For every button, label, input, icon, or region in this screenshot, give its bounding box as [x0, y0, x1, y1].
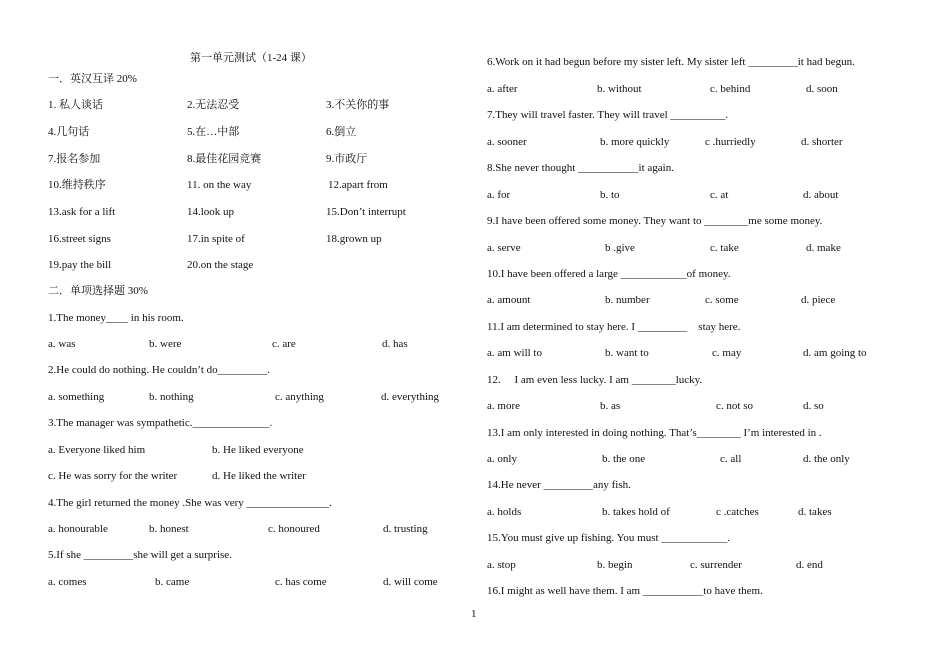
vocab-item: 17.in spite of [187, 233, 245, 245]
option-c: c. take [710, 242, 739, 254]
option-b: b. to [600, 189, 620, 201]
section1-heading: 一．英汉互译 20% [48, 73, 137, 85]
question-text: 11.I am determined to stay here. I _________ stay here. [487, 321, 741, 333]
question-text: 13.I am only interested in doing nothing. That’s________ I’m interested in . [487, 427, 822, 439]
vocab-item: 11. on the way [187, 179, 252, 191]
option-a: a. honourable [48, 523, 108, 535]
option-b: b. number [605, 294, 650, 306]
question-text: 2.He could do nothing. He couldn’t do_________. [48, 364, 270, 376]
vocab-item: 14.look up [187, 206, 235, 218]
option-a: a. am will to [487, 347, 542, 359]
option-d: d. has [382, 338, 408, 350]
page-number: 1 [471, 608, 477, 620]
option-a: a. more [487, 400, 520, 412]
option-c: c .hurriedly [705, 136, 756, 148]
option-d: d. end [796, 559, 823, 571]
option-a: a. only [487, 453, 517, 465]
question-text: 5.If she _________she will get a surprise. [48, 549, 232, 561]
option-a: a. comes [48, 576, 87, 588]
question-text: 4.The girl returned the money .She was very _______________. [48, 497, 332, 509]
option-b: b. begin [597, 559, 633, 571]
option-b: b. were [149, 338, 182, 350]
option-b: b. as [600, 400, 621, 412]
option-b: b. came [155, 576, 190, 588]
option-d: d. soon [806, 83, 838, 95]
vocab-item: 7.报名参加 [48, 153, 101, 165]
option-a: a. amount [487, 294, 531, 306]
question-text: 6.Work on it had begun before my sister left. My sister left _________it had begun. [487, 56, 855, 68]
option-a: a. for [487, 189, 511, 201]
vocab-item: 12.apart from [328, 179, 388, 191]
option-c: c. honoured [268, 523, 320, 535]
vocab-item: 10.维持秩序 [48, 179, 106, 191]
option-d: d. about [803, 189, 839, 201]
option-d: d. trusting [383, 523, 428, 535]
vocab-item: 4.几句话 [48, 126, 90, 138]
vocab-item: 1. 私人谈话 [48, 99, 103, 111]
option-b: b. more quickly [600, 136, 670, 148]
question-text: 1.The money____ in his room. [48, 312, 184, 324]
section2-heading: 二．单项选择题 30% [48, 285, 148, 297]
option-b: b. nothing [149, 391, 194, 403]
vocab-item: 8.最佳花园竞赛 [187, 153, 262, 165]
option-c: c. has come [275, 576, 327, 588]
option-a: a. after [487, 83, 518, 95]
option-b: b. takes hold of [602, 506, 670, 518]
option-c: c .catches [716, 506, 759, 518]
option-b: b. He liked everyone [212, 444, 304, 456]
option-b: b. honest [149, 523, 189, 535]
vocab-item: 15.Don’t interrupt [326, 206, 406, 218]
vocab-item: 9.市政厅 [326, 153, 368, 165]
option-d: d. shorter [801, 136, 843, 148]
option-c: c. some [705, 294, 739, 306]
option-b: b. the one [602, 453, 646, 465]
option-c: c. surrender [690, 559, 742, 571]
option-c: c. may [712, 347, 742, 359]
question-text: 10.I have been offered a large ____________of money. [487, 268, 731, 280]
option-c: c. anything [275, 391, 324, 403]
question-text: 14.He never _________any fish. [487, 479, 631, 491]
page-title: 第一单元测试（1-24 课） [190, 52, 312, 64]
option-d: d. takes [798, 506, 832, 518]
vocab-item: 2.无法忍受 [187, 99, 240, 111]
option-c: c. not so [716, 400, 753, 412]
option-b: b. want to [605, 347, 649, 359]
option-d: d. make [806, 242, 841, 254]
vocab-item: 5.在…中部 [187, 126, 240, 138]
option-a: a. serve [487, 242, 521, 254]
option-d: d. so [803, 400, 824, 412]
vocab-item: 16.street signs [48, 233, 111, 245]
option-d: d. He liked the writer [212, 470, 306, 482]
vocab-item: 18.grown up [326, 233, 382, 245]
vocab-item: 3.不关你的事 [326, 99, 390, 111]
question-text: 12. I am even less lucky. I am ________lucky. [487, 374, 703, 386]
option-c: c. behind [710, 83, 751, 95]
option-a: a. was [48, 338, 76, 350]
option-b: b. without [597, 83, 642, 95]
question-text: 15.You must give up fishing. You must ____________. [487, 532, 731, 544]
vocab-item: 19.pay the bill [48, 259, 112, 271]
option-d: d. everything [381, 391, 440, 403]
option-a: a. stop [487, 559, 516, 571]
question-text: 7.They will travel faster. They will travel __________. [487, 109, 729, 121]
question-text: 9.I have been offered some money. They want to ________me some money. [487, 215, 823, 227]
option-c: c. at [710, 189, 729, 201]
option-c: c. He was sorry for the writer [48, 470, 178, 482]
question-text: 8.She never thought ___________it again. [487, 162, 674, 174]
option-d: d. piece [801, 294, 836, 306]
option-a: a. Everyone liked him [48, 444, 146, 456]
vocab-item: 20.on the stage [187, 259, 254, 271]
option-d: d. the only [803, 453, 850, 465]
option-c: c. all [720, 453, 742, 465]
option-c: c. are [272, 338, 296, 350]
option-b: b .give [605, 242, 635, 254]
vocab-item: 6.倒立 [326, 126, 357, 138]
option-d: d. will come [383, 576, 438, 588]
option-a: a. something [48, 391, 105, 403]
vocab-item: 13.ask for a lift [48, 206, 116, 218]
option-a: a. holds [487, 506, 522, 518]
question-text: 3.The manager was sympathetic.______________. [48, 417, 273, 429]
option-d: d. am going to [803, 347, 867, 359]
question-text: 16.I might as well have them. I am ___________to have them. [487, 585, 763, 597]
option-a: a. sooner [487, 136, 527, 148]
